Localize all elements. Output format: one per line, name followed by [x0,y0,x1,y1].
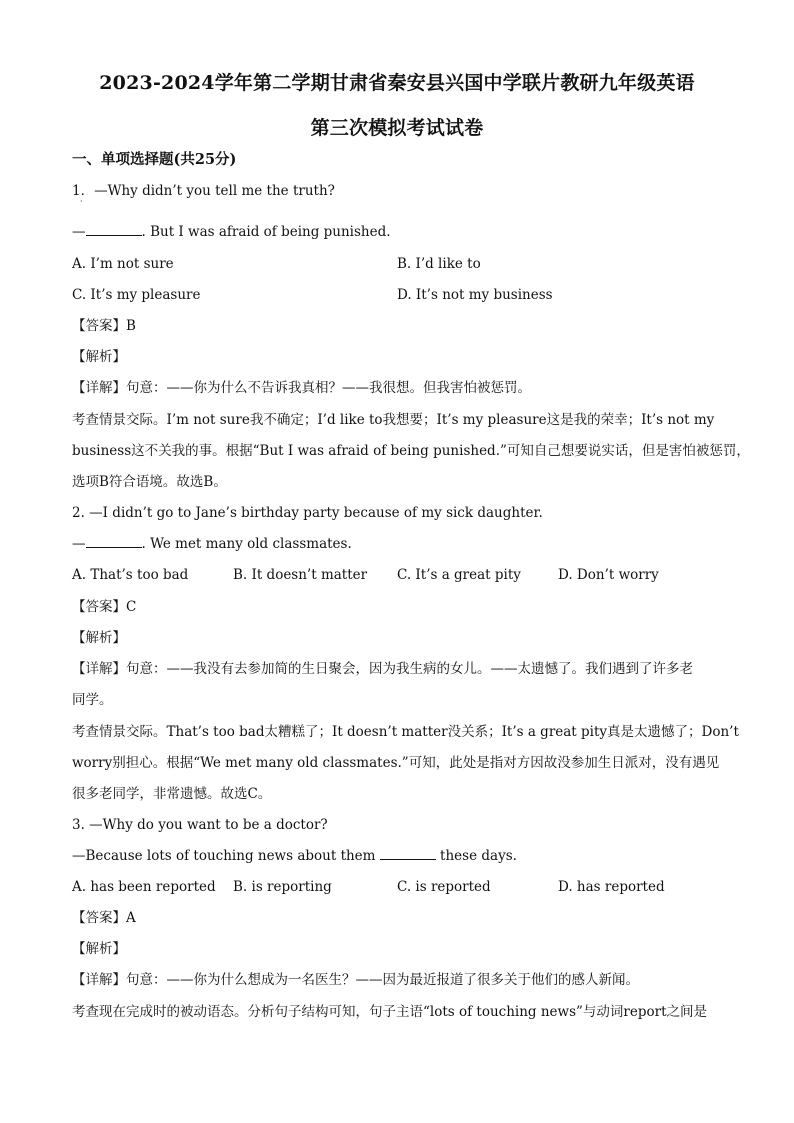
q1-analysis-label: 【解析】 [72,349,126,365]
q1-stem: 1．—Why didn’t you tell me the truth? [72,183,335,199]
q3-blank [380,847,436,860]
q3-analysis-label: 【解析】 [72,941,126,957]
q1-reply-prefix: — [72,224,86,240]
q2-option-c: C. It’s a great pity [397,567,521,583]
q3-option-d: D. has reported [558,879,665,895]
stray-mark: · [80,197,83,206]
q2-detail-line: 同学。 [72,692,113,708]
q2-blank [86,535,142,548]
q3-reply-prefix: —Because lots of touching news about them [72,848,380,864]
q3-option-c: C. is reported [397,879,491,895]
q2-explain-line: worry别担心。根据“We met many old classmates.”可知，此处是指对方因故没参加生日派对，没有遇见 [72,755,720,771]
q2-reply-suffix: . We met many old classmates. [141,536,352,552]
exam-title: 2023-2024学年第二学期甘肃省秦安县兴国中学联片教研九年级英语 [99,72,695,94]
q2-answer: 【答案】C [72,599,137,615]
q2-detail-line: 【详解】句意：——我没有去参加简的生日聚会，因为我生病的女儿。——太遗憾了。我们遇到了许多老 [72,661,693,677]
q2-analysis-label: 【解析】 [72,630,126,646]
q3-explain-line: 考查现在完成时的被动语态。分析句子结构可知，句子主语“lots of touching news”与动词report之间是 [72,1004,708,1020]
q1-explain-line: 考查情景交际。I’m not sure我不确定；I’d like to我想要；It’s my pleasure这是我的荣幸；It’s not my [72,412,715,428]
q1-option-b: B. I’d like to [397,256,481,272]
q2-stem: 2. —I didn’t go to Jane’s birthday party because of my sick daughter. [72,505,543,521]
q1-answer: 【答案】B [72,318,136,334]
q1-explain-line: 选项B符合语境。故选B。 [72,474,227,490]
q3-stem: 3. —Why do you want to be a doctor? [72,817,328,833]
section-heading: 一、单项选择题(共25分) [72,151,237,168]
q2-option-b: B. It doesn’t matter [233,567,368,583]
q3-reply [72,846,722,866]
q3-detail: 【详解】句意：——你为什么想成为一名医生？——因为最近报道了很多关于他们的感人新闻。 [72,972,639,988]
q3-option-b: B. is reporting [233,879,332,895]
q1-reply-suffix: . But I was afraid of being punished. [141,224,391,240]
q2-reply-prefix: — [72,536,86,552]
q1-option-c: C. It’s my pleasure [72,287,201,303]
q2-explain-line: 很多老同学，非常遗憾。故选C。 [72,786,272,802]
q3-reply-suffix: these days. [435,848,517,864]
q3-option-a: A. has been reported [72,879,216,895]
q3-answer: 【答案】A [72,910,136,926]
q1-blank [86,223,142,236]
q1-detail: 【详解】句意：——你为什么不告诉我真相？——我很想。但我害怕被惩罚。 [72,380,531,396]
q2-explain-line: 考查情景交际。That’s too bad太糟糕了；It doesn’t matter没关系；It’s a great pity真是太遗憾了；Don’t [72,724,739,740]
q1-explain-line: business这不关我的事。根据“But I was afraid of being punished.”可知自己想要说实话，但是害怕被惩罚， [72,443,750,459]
q2-reply [72,534,722,554]
exam-subtitle: 第三次模拟考试试卷 [310,117,484,139]
q1-reply [72,222,722,242]
q1-option-a: A. I’m not sure [72,256,174,272]
q2-option-a: A. That’s too bad [72,567,189,583]
q1-option-d: D. It’s not my business [397,287,553,303]
q2-option-d: D. Don’t worry [558,567,659,583]
